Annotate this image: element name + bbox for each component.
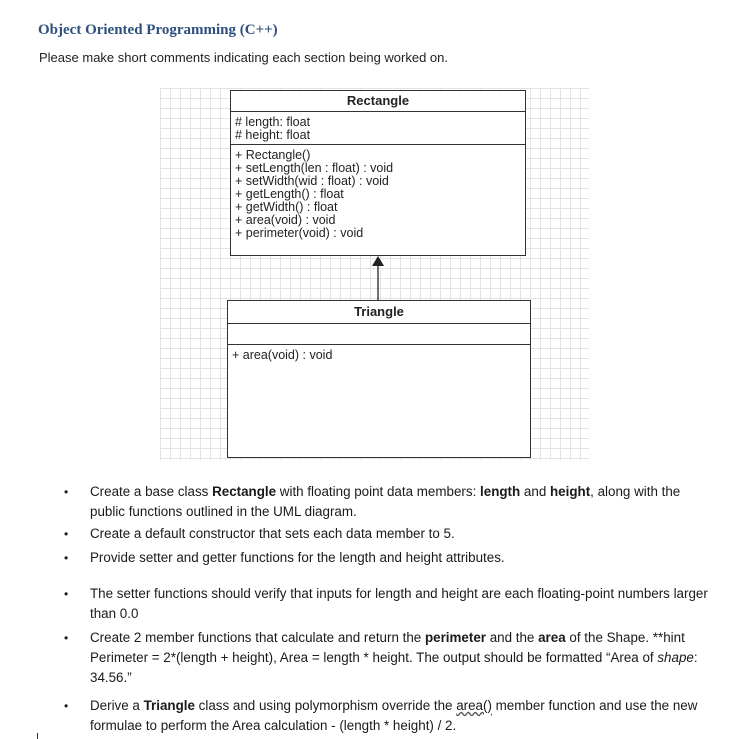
instruction-text: Please make short comments indicating each section being worked on.: [39, 50, 448, 65]
text-cursor: [37, 733, 38, 739]
uml-method: + area(void) : void: [232, 348, 333, 362]
uml-method: + setWidth(wid : float) : void: [235, 174, 389, 188]
uml-method: + getWidth() : float: [235, 200, 338, 214]
list-item: • Create a base class Rectangle with floating point data members: length and height, along with the public functions outlined in the UML diagram.: [90, 482, 710, 522]
uml-diagram: [160, 88, 589, 460]
uml-method: + setLength(len : float) : void: [235, 161, 394, 175]
uml-class-triangle: [227, 300, 531, 458]
list-item: • Derive a Triangle class and using polymorphism override the area() member function and use the new formulae to perform the Area calculation - (length * height) / 2.: [90, 696, 710, 736]
uml-class-name: Triangle: [228, 301, 530, 324]
page-title: Object Oriented Programming (C++): [38, 22, 278, 38]
uml-method: + Rectangle(): [235, 148, 311, 162]
arrow-head-icon: [372, 256, 384, 266]
uml-method: + perimeter(void) : void: [235, 226, 364, 240]
list-item: • Provide setter and getter functions for the length and height attributes.: [90, 548, 710, 568]
uml-attribute: # height: float: [235, 128, 311, 142]
uml-methods: [228, 345, 530, 364]
uml-method: + getLength() : float: [235, 187, 344, 201]
list-item: • The setter functions should verify that inputs for length and height are each floating-point numbers larger than 0.0: [90, 584, 710, 624]
uml-attribute: # length: float: [235, 115, 311, 129]
uml-attributes: [228, 324, 530, 345]
inheritance-arrow: [160, 88, 589, 303]
uml-method: + area(void) : void: [235, 213, 336, 227]
uml-class-name: Rectangle: [231, 91, 525, 112]
list-item: • Create a default constructor that sets each data member to 5.: [90, 524, 710, 544]
list-item: • Create 2 member functions that calculate and return the perimeter and the area of the Shape. **hint Perimeter = 2*(length + height), Area = length * height. The output should be formatted “Area of shape: 34.56.”: [90, 628, 710, 688]
